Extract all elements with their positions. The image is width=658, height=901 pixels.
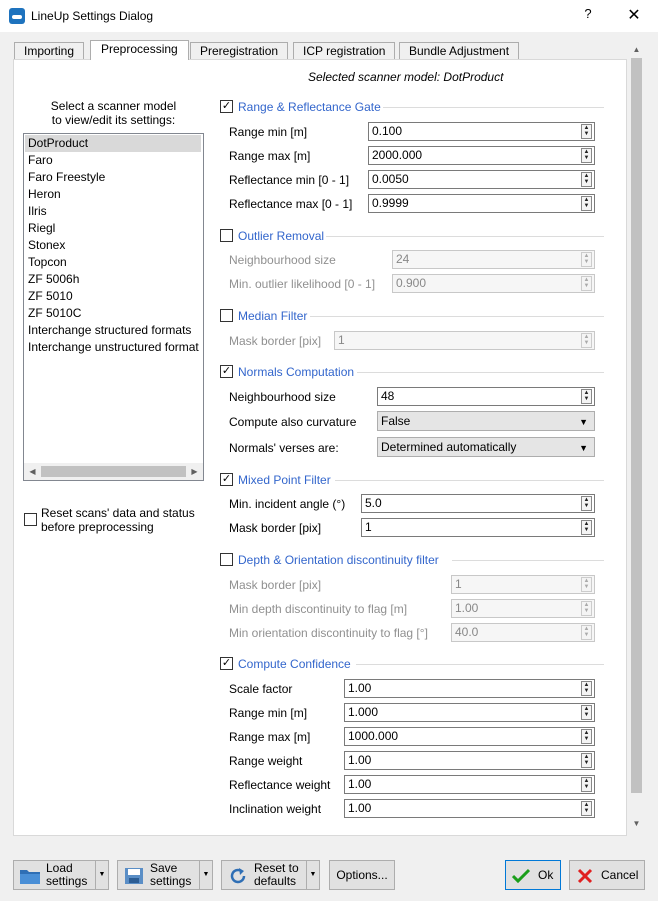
range-gate-checkbox[interactable]: ✓ xyxy=(221,100,232,112)
selected-model-text: Selected scanner model: DotProduct xyxy=(308,70,504,84)
cancel-button[interactable] xyxy=(569,860,645,890)
ok-label: Ok xyxy=(538,868,554,882)
verses-label: Normals' verses are: xyxy=(229,441,339,455)
folder-icon xyxy=(19,867,41,885)
list-item[interactable]: Faro xyxy=(28,153,53,167)
spinner-icon[interactable]: ▲ ▼ xyxy=(581,625,592,640)
normals-neigh-field[interactable] xyxy=(377,387,595,406)
normals-checkbox[interactable]: ✓ xyxy=(221,365,232,377)
list-item[interactable]: DotProduct xyxy=(25,135,201,152)
normals-neigh-label: Neighbourhood size xyxy=(229,390,336,404)
check-icon xyxy=(512,868,530,883)
tab-preprocessing[interactable]: Preprocessing xyxy=(90,40,189,60)
scale-factor-label: Scale factor xyxy=(229,682,293,696)
title-bar xyxy=(0,0,658,32)
chevron-down-icon: ▼ xyxy=(579,443,588,453)
group-divider xyxy=(326,236,604,237)
range-min-field[interactable] xyxy=(368,122,595,141)
reset-label-line-2: before preprocessing xyxy=(41,520,154,534)
spinner-icon[interactable]: ▲ ▼ xyxy=(581,520,592,535)
reset-label-line-1: Reset scans' data and status xyxy=(41,506,195,520)
outlier-likelihood-label: Min. outlier likelihood [0 - 1] xyxy=(229,277,376,291)
median-title: Median Filter xyxy=(238,309,308,323)
save-line-1: Save xyxy=(150,861,178,875)
range-min-value: 0.100 xyxy=(372,124,403,138)
outlier-neigh-value: 24 xyxy=(396,252,410,266)
scroll-right-icon[interactable]: ▶ xyxy=(191,467,198,476)
group-divider xyxy=(383,107,604,108)
outlier-neigh-label: Neighbourhood size xyxy=(229,253,336,267)
group-divider xyxy=(310,316,604,317)
reset-scans-label xyxy=(41,506,195,534)
range-max-label: Range max [m] xyxy=(229,149,311,163)
list-item[interactable]: Riegl xyxy=(28,221,56,235)
spinner-icon[interactable]: ▲ ▼ xyxy=(581,148,592,163)
spinner-icon[interactable]: ▲ ▼ xyxy=(581,496,592,511)
hscroll-thumb[interactable] xyxy=(41,466,186,477)
group-divider xyxy=(335,480,604,481)
mixed-checkbox[interactable]: ✓ xyxy=(221,473,232,485)
refl-min-field[interactable] xyxy=(368,170,595,189)
normals-neigh-value: 48 xyxy=(381,389,395,403)
range-max-value: 2000.000 xyxy=(372,148,423,162)
normals-title: Normals Computation xyxy=(238,365,355,379)
list-item[interactable]: Heron xyxy=(28,187,61,201)
save-line-2: settings xyxy=(150,874,192,888)
orient-disc-field[interactable] xyxy=(451,623,595,642)
list-item[interactable]: Interchange structured formats xyxy=(28,323,192,337)
spinner-icon[interactable]: ▲ ▼ xyxy=(581,172,592,187)
incl-weight-field[interactable] xyxy=(344,799,595,818)
cancel-label: Cancel xyxy=(601,868,639,882)
list-item[interactable]: Interchange unstructured format xyxy=(28,340,199,354)
incl-weight-label: Inclination weight xyxy=(229,802,322,816)
options-button[interactable]: Options... xyxy=(329,860,395,890)
refl-max-field[interactable] xyxy=(368,194,595,213)
reset-defaults-button[interactable] xyxy=(221,860,320,890)
spinner-icon[interactable]: ▲ ▼ xyxy=(581,753,592,768)
curvature-label: Compute also curvature xyxy=(229,415,357,429)
x-icon xyxy=(577,868,593,884)
app-icon xyxy=(9,8,25,24)
load-settings-button[interactable] xyxy=(13,860,109,890)
spinner-icon[interactable]: ▲ ▼ xyxy=(581,729,592,744)
list-item[interactable]: Stonex xyxy=(28,238,66,252)
select-label-line-2: to view/edit its settings: xyxy=(51,113,176,127)
save-icon xyxy=(123,867,145,885)
chevron-down-icon[interactable]: ▼ xyxy=(306,861,319,889)
list-item[interactable]: Ilris xyxy=(28,204,47,218)
scroll-thumb[interactable] xyxy=(631,58,642,793)
median-checkbox[interactable] xyxy=(220,309,233,322)
list-item[interactable]: ZF 5010 xyxy=(28,289,73,303)
spinner-icon[interactable]: ▲ ▼ xyxy=(581,333,592,348)
range-max-field[interactable] xyxy=(368,146,595,165)
outlier-likelihood-field[interactable] xyxy=(392,274,595,293)
group-divider xyxy=(452,560,604,561)
incident-angle-label: Min. incident angle (°) xyxy=(229,497,346,511)
verses-value: Determined automatically xyxy=(381,440,517,454)
range-weight-field[interactable] xyxy=(344,751,595,770)
save-label xyxy=(150,862,191,888)
depth-mask-value: 1 xyxy=(455,577,462,591)
verses-select[interactable] xyxy=(377,437,595,457)
scroll-down-icon[interactable]: ▼ xyxy=(632,819,641,828)
conf-range-max-value: 1000.000 xyxy=(348,729,399,743)
range-min-label: Range min [m] xyxy=(229,125,308,139)
ok-button[interactable] xyxy=(505,860,561,890)
list-item[interactable]: ZF 5006h xyxy=(28,272,80,286)
tab-preregistration[interactable]: Preregistration xyxy=(190,42,288,59)
spinner-icon[interactable]: ▲ ▼ xyxy=(581,801,592,816)
load-label xyxy=(46,862,87,888)
mixed-mask-value: 1 xyxy=(365,520,372,534)
conf-range-min-value: 1.000 xyxy=(348,705,379,719)
select-model-label xyxy=(23,99,204,127)
outlier-checkbox[interactable] xyxy=(220,229,233,242)
spinner-icon[interactable]: ▲ ▼ xyxy=(581,681,592,696)
incl-weight-value: 1.00 xyxy=(348,801,372,815)
spinner-icon[interactable]: ▲ ▼ xyxy=(581,777,592,792)
list-item[interactable]: Topcon xyxy=(28,255,67,269)
refl-weight-value: 1.00 xyxy=(348,777,372,791)
reset-line-1: Reset to xyxy=(254,861,299,875)
median-mask-value: 1 xyxy=(338,333,345,347)
spinner-icon[interactable]: ▲ ▼ xyxy=(581,601,592,616)
median-mask-field[interactable] xyxy=(334,331,595,350)
range-gate-title: Range & Reflectance Gate xyxy=(238,100,381,114)
refl-weight-field[interactable] xyxy=(344,775,595,794)
horizontal-scrollbar[interactable] xyxy=(24,463,203,480)
tab-icp-registration[interactable]: ICP registration xyxy=(293,42,395,59)
save-settings-button[interactable] xyxy=(117,860,213,890)
depth-disc-value: 1.00 xyxy=(455,601,479,615)
depth-disc-field[interactable] xyxy=(451,599,595,618)
confidence-title: Compute Confidence xyxy=(238,657,351,671)
window-title: LineUp Settings Dialog xyxy=(31,9,154,23)
incident-angle-value: 5.0 xyxy=(365,496,382,510)
tab-importing[interactable]: Importing xyxy=(14,42,84,59)
scale-factor-value: 1.00 xyxy=(348,681,372,695)
reset-line-2: defaults xyxy=(254,874,297,888)
reset-scans-checkbox[interactable] xyxy=(24,513,37,526)
curvature-select[interactable] xyxy=(377,411,595,431)
chevron-down-icon: ▼ xyxy=(579,417,588,427)
chevron-down-icon[interactable]: ▼ xyxy=(199,861,212,889)
spinner-icon[interactable]: ▲ ▼ xyxy=(581,577,592,592)
reset-icon xyxy=(227,867,249,885)
mixed-title: Mixed Point Filter xyxy=(238,473,331,487)
list-item[interactable]: ZF 5010C xyxy=(28,306,82,320)
range-weight-value: 1.00 xyxy=(348,753,372,767)
depth-title: Depth & Orientation discontinuity filter xyxy=(238,553,439,567)
group-divider xyxy=(356,664,604,665)
scroll-up-icon[interactable]: ▲ xyxy=(632,45,641,54)
outlier-neigh-field[interactable] xyxy=(392,250,595,269)
orient-disc-label: Min orientation discontinuity to flag [°] xyxy=(229,626,428,640)
range-weight-label: Range weight xyxy=(229,754,303,768)
depth-mask-label: Mask border [pix] xyxy=(229,578,322,592)
scale-factor-field[interactable] xyxy=(344,679,595,698)
conf-range-min-label: Range min [m] xyxy=(229,706,308,720)
depth-checkbox[interactable] xyxy=(220,553,233,566)
load-line-1: Load xyxy=(46,861,73,875)
load-line-2: settings xyxy=(46,874,88,888)
outlier-title: Outlier Removal xyxy=(238,229,325,243)
refl-max-label: Reflectance max [0 - 1] xyxy=(229,197,353,211)
spinner-icon[interactable]: ▲ ▼ xyxy=(581,705,592,720)
orient-disc-value: 40.0 xyxy=(455,625,479,639)
spinner-icon[interactable]: ▲ ▼ xyxy=(581,196,592,211)
depth-disc-label: Min depth discontinuity to flag [m] xyxy=(229,602,408,616)
select-label-line-1: Select a scanner model xyxy=(50,99,177,113)
conf-range-max-label: Range max [m] xyxy=(229,730,311,744)
spinner-icon[interactable]: ▲ ▼ xyxy=(581,389,592,404)
conf-range-max-field[interactable] xyxy=(344,727,595,746)
reset-label xyxy=(254,862,299,888)
conf-range-min-field[interactable] xyxy=(344,703,595,722)
curvature-value: False xyxy=(381,414,411,428)
refl-min-label: Reflectance min [0 - 1] xyxy=(229,173,350,187)
group-divider xyxy=(357,372,604,373)
scanner-model-list[interactable] xyxy=(23,133,204,481)
incident-angle-field[interactable] xyxy=(361,494,595,513)
spinner-icon[interactable]: ▲ ▼ xyxy=(581,124,592,139)
refl-weight-label: Reflectance weight xyxy=(229,778,331,792)
list-item[interactable]: Faro Freestyle xyxy=(28,170,106,184)
spinner-icon[interactable]: ▲ ▼ xyxy=(581,276,592,291)
mixed-mask-label: Mask border [pix] xyxy=(229,521,322,535)
help-button[interactable]: ? xyxy=(584,6,592,21)
scroll-left-icon[interactable]: ◀ xyxy=(29,467,36,476)
close-icon[interactable]: ✕ xyxy=(627,7,641,24)
tab-bundle-adjustment[interactable]: Bundle Adjustment xyxy=(399,42,519,59)
median-mask-label: Mask border [pix] xyxy=(229,334,322,348)
vertical-scrollbar[interactable] xyxy=(628,42,645,832)
refl-max-value: 0.9999 xyxy=(372,196,409,210)
confidence-checkbox[interactable]: ✓ xyxy=(221,657,232,669)
refl-min-value: 0.0050 xyxy=(372,172,409,186)
spinner-icon[interactable]: ▲ ▼ xyxy=(581,252,592,267)
chevron-down-icon[interactable]: ▼ xyxy=(95,861,108,889)
outlier-likelihood-value: 0.900 xyxy=(396,276,427,290)
mixed-mask-field[interactable] xyxy=(361,518,595,537)
depth-mask-field[interactable] xyxy=(451,575,595,594)
